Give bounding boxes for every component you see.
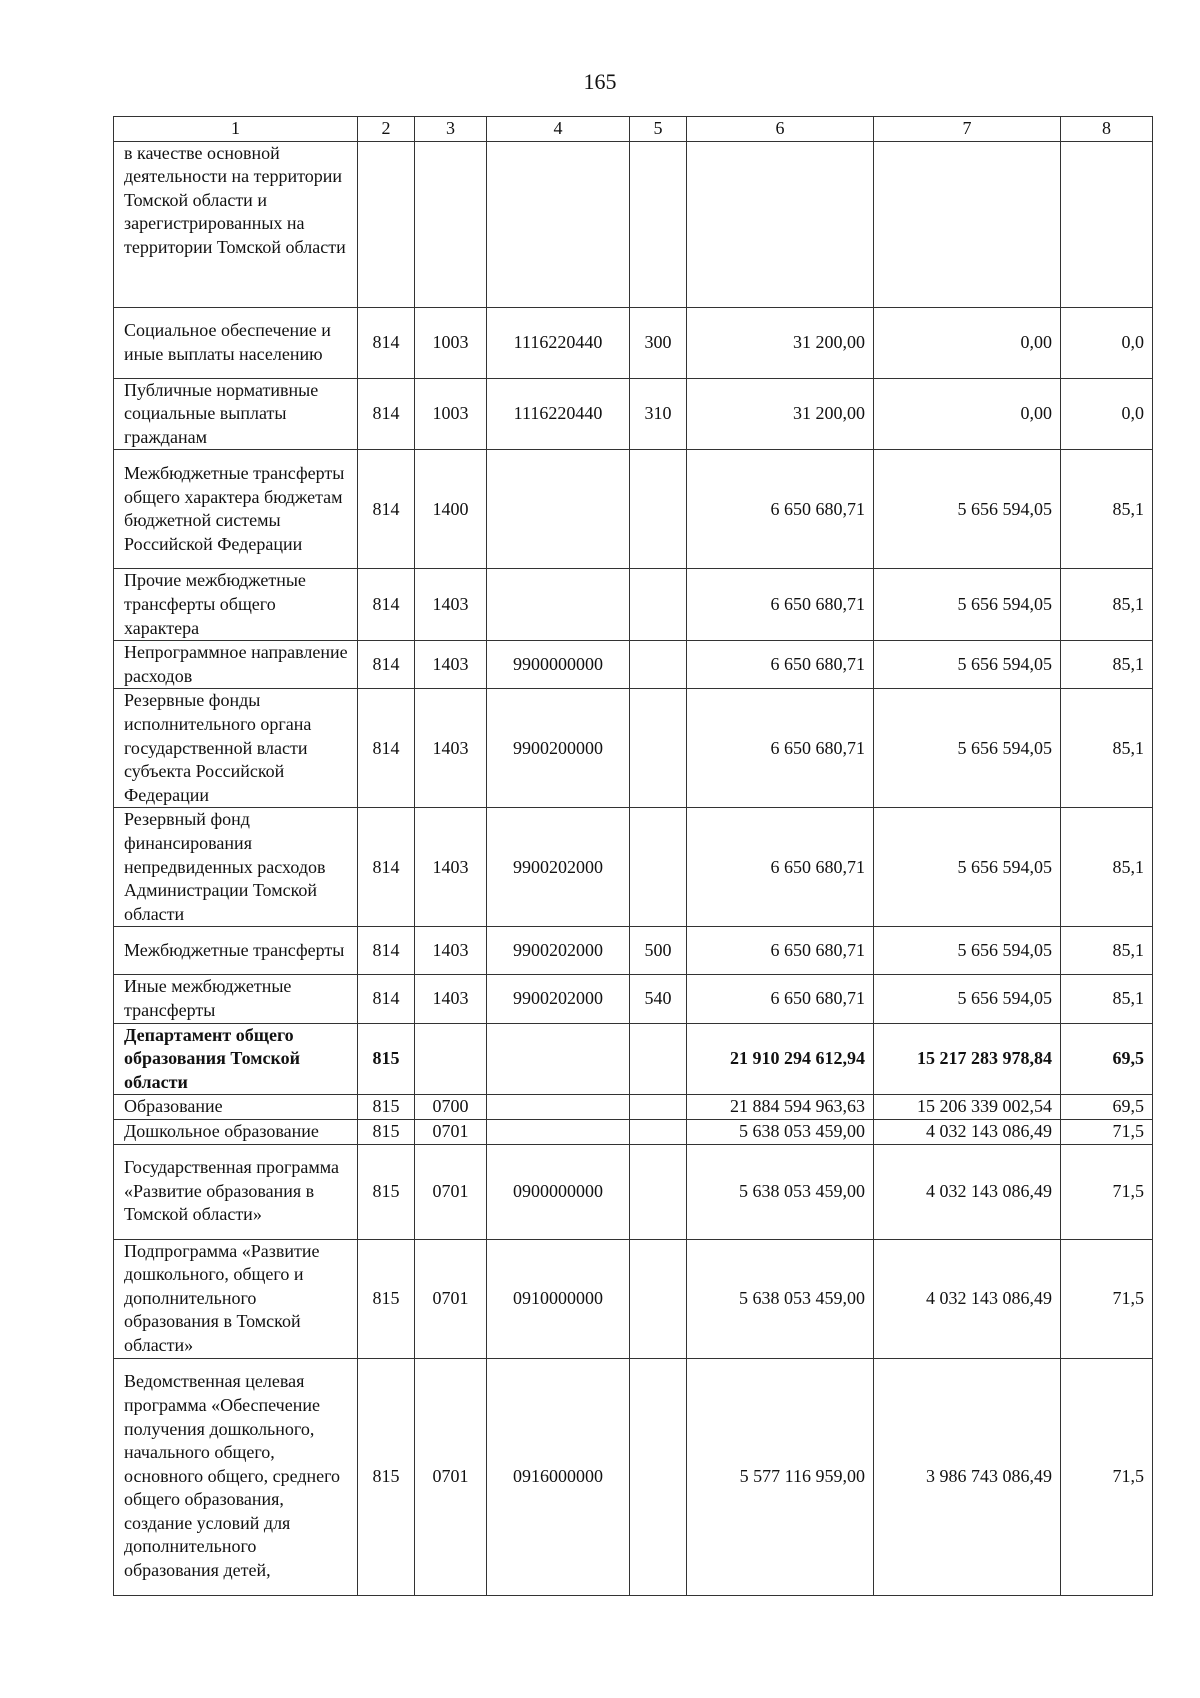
cell-percent: 85,1 [1061, 927, 1153, 975]
table-row [114, 1095, 1153, 1120]
row-name: Межбюджетные трансферты [114, 927, 358, 975]
cell-planned: 5 638 053 459,00 [687, 1239, 874, 1358]
cell-ministry-code: 814 [358, 975, 415, 1023]
cell-percent: 0,0 [1061, 378, 1153, 450]
cell-section-code: 1403 [415, 641, 487, 689]
cell-section-code: 0701 [415, 1144, 487, 1239]
cell-percent: 0,0 [1061, 307, 1153, 378]
cell-executed: 5 656 594,05 [874, 975, 1061, 1023]
header-col-7: 7 [874, 117, 1061, 142]
cell-expense-type [630, 1358, 687, 1595]
cell-target-code: 9900202000 [487, 975, 630, 1023]
cell-ministry-code: 815 [358, 1119, 415, 1144]
cell-section-code: 0700 [415, 1095, 487, 1120]
cell-section-code: 1403 [415, 975, 487, 1023]
cell-section-code: 1403 [415, 569, 487, 641]
cell-expense-type: 540 [630, 975, 687, 1023]
cell-section-code: 1403 [415, 927, 487, 975]
cell-section-code: 0701 [415, 1119, 487, 1144]
row-name: Подпрограмма «Развитие дошкольного, общего и дополнительного образования в Томской области» [114, 1239, 358, 1358]
cell-section-code: 0701 [415, 1358, 487, 1595]
cell-section-code: 1403 [415, 689, 487, 808]
cell-ministry-code: 814 [358, 569, 415, 641]
cell-target-code [487, 569, 630, 641]
cell-ministry-code: 814 [358, 641, 415, 689]
cell-section-code [415, 141, 487, 307]
row-name: Социальное обеспечение и иные выплаты населению [114, 307, 358, 378]
row-name: Ведомственная целевая программа «Обеспечение получения дошкольного, начального общего, основного общего, среднего общего образования, создание условий для дополнительного образования детей, [114, 1358, 358, 1595]
cell-expense-type [630, 1144, 687, 1239]
cell-executed: 4 032 143 086,49 [874, 1119, 1061, 1144]
cell-target-code [487, 1095, 630, 1120]
cell-executed: 4 032 143 086,49 [874, 1239, 1061, 1358]
cell-planned: 21 910 294 612,94 [687, 1023, 874, 1095]
cell-expense-type: 310 [630, 378, 687, 450]
cell-expense-type: 500 [630, 927, 687, 975]
cell-target-code: 9900000000 [487, 641, 630, 689]
cell-expense-type [630, 450, 687, 569]
cell-expense-type [630, 569, 687, 641]
cell-executed: 3 986 743 086,49 [874, 1358, 1061, 1595]
cell-target-code [487, 1023, 630, 1095]
table-row [114, 689, 1153, 808]
row-name: Дошкольное образование [114, 1119, 358, 1144]
cell-executed: 5 656 594,05 [874, 641, 1061, 689]
row-name: в качестве основной деятельности на территории Томской области и зарегистрированных на территории Томской области [114, 141, 358, 307]
cell-ministry-code: 814 [358, 689, 415, 808]
table-row [114, 975, 1153, 1023]
cell-target-code [487, 141, 630, 307]
cell-planned: 5 577 116 959,00 [687, 1358, 874, 1595]
cell-percent: 85,1 [1061, 975, 1153, 1023]
cell-planned: 31 200,00 [687, 378, 874, 450]
cell-percent: 69,5 [1061, 1023, 1153, 1095]
header-col-2: 2 [358, 117, 415, 142]
cell-planned: 6 650 680,71 [687, 808, 874, 927]
cell-expense-type [630, 1119, 687, 1144]
header-col-3: 3 [415, 117, 487, 142]
row-name: Государственная программа «Развитие образования в Томской области» [114, 1144, 358, 1239]
cell-expense-type [630, 1095, 687, 1120]
cell-section-code: 1400 [415, 450, 487, 569]
row-name: Прочие межбюджетные трансферты общего характера [114, 569, 358, 641]
cell-expense-type [630, 641, 687, 689]
cell-expense-type [630, 141, 687, 307]
cell-target-code: 0900000000 [487, 1144, 630, 1239]
cell-target-code: 1116220440 [487, 378, 630, 450]
row-name: Резервный фонд финансирования непредвиденных расходов Администрации Томской области [114, 808, 358, 927]
cell-planned: 21 884 594 963,63 [687, 1095, 874, 1120]
row-name: Образование [114, 1095, 358, 1120]
cell-target-code [487, 450, 630, 569]
row-name: Публичные нормативные социальные выплаты гражданам [114, 378, 358, 450]
table-row [114, 641, 1153, 689]
cell-percent [1061, 141, 1153, 307]
cell-planned: 6 650 680,71 [687, 641, 874, 689]
cell-executed: 15 217 283 978,84 [874, 1023, 1061, 1095]
cell-percent: 71,5 [1061, 1239, 1153, 1358]
cell-expense-type [630, 1239, 687, 1358]
cell-expense-type [630, 808, 687, 927]
cell-ministry-code: 814 [358, 378, 415, 450]
cell-section-code: 1003 [415, 378, 487, 450]
table-row [114, 927, 1153, 975]
cell-planned: 5 638 053 459,00 [687, 1144, 874, 1239]
row-name: Резервные фонды исполнительного органа государственной власти субъекта Российской Федерации [114, 689, 358, 808]
cell-ministry-code: 815 [358, 1095, 415, 1120]
cell-target-code: 9900200000 [487, 689, 630, 808]
cell-percent: 85,1 [1061, 450, 1153, 569]
cell-percent: 85,1 [1061, 569, 1153, 641]
cell-ministry-code: 814 [358, 808, 415, 927]
table-row [114, 808, 1153, 927]
row-name: Департамент общего образования Томской области [114, 1023, 358, 1095]
cell-executed: 5 656 594,05 [874, 569, 1061, 641]
cell-target-code [487, 1119, 630, 1144]
cell-ministry-code: 815 [358, 1023, 415, 1095]
header-col-8: 8 [1061, 117, 1153, 142]
cell-planned [687, 141, 874, 307]
cell-percent: 85,1 [1061, 808, 1153, 927]
cell-expense-type [630, 689, 687, 808]
cell-executed [874, 141, 1061, 307]
table-row-department [114, 1023, 1153, 1095]
cell-executed: 5 656 594,05 [874, 689, 1061, 808]
row-name: Иные межбюджетные трансферты [114, 975, 358, 1023]
cell-executed: 0,00 [874, 307, 1061, 378]
cell-section-code: 1003 [415, 307, 487, 378]
cell-planned: 6 650 680,71 [687, 450, 874, 569]
table-row [114, 307, 1153, 378]
cell-executed: 5 656 594,05 [874, 450, 1061, 569]
cell-percent: 69,5 [1061, 1095, 1153, 1120]
cell-expense-type [630, 1023, 687, 1095]
cell-executed: 5 656 594,05 [874, 927, 1061, 975]
cell-target-code: 9900202000 [487, 927, 630, 975]
table-row [114, 450, 1153, 569]
cell-ministry-code: 814 [358, 307, 415, 378]
cell-percent: 71,5 [1061, 1119, 1153, 1144]
cell-target-code: 1116220440 [487, 307, 630, 378]
cell-percent: 85,1 [1061, 641, 1153, 689]
cell-planned: 31 200,00 [687, 307, 874, 378]
cell-ministry-code: 814 [358, 450, 415, 569]
table-row [114, 141, 1153, 307]
cell-target-code: 9900202000 [487, 808, 630, 927]
cell-percent: 71,5 [1061, 1144, 1153, 1239]
table-row [114, 1239, 1153, 1358]
cell-executed: 15 206 339 002,54 [874, 1095, 1061, 1120]
cell-ministry-code: 815 [358, 1144, 415, 1239]
cell-target-code: 0910000000 [487, 1239, 630, 1358]
cell-ministry-code [358, 141, 415, 307]
cell-section-code: 1403 [415, 808, 487, 927]
cell-executed: 5 656 594,05 [874, 808, 1061, 927]
table-row [114, 378, 1153, 450]
cell-planned: 5 638 053 459,00 [687, 1119, 874, 1144]
cell-ministry-code: 815 [358, 1358, 415, 1595]
table-row [114, 1144, 1153, 1239]
cell-target-code: 0916000000 [487, 1358, 630, 1595]
cell-planned: 6 650 680,71 [687, 975, 874, 1023]
cell-planned: 6 650 680,71 [687, 689, 874, 808]
header-col-6: 6 [687, 117, 874, 142]
cell-percent: 85,1 [1061, 689, 1153, 808]
table-header-row [114, 117, 1153, 142]
header-col-1: 1 [114, 117, 358, 142]
cell-executed: 0,00 [874, 378, 1061, 450]
header-col-4: 4 [487, 117, 630, 142]
cell-percent: 71,5 [1061, 1358, 1153, 1595]
page-number: 165 [583, 69, 617, 94]
budget-table [113, 116, 1153, 1596]
row-name: Межбюджетные трансферты общего характера бюджетам бюджетной системы Российской Федерации [114, 450, 358, 569]
cell-ministry-code: 814 [358, 927, 415, 975]
cell-section-code [415, 1023, 487, 1095]
cell-planned: 6 650 680,71 [687, 927, 874, 975]
cell-section-code: 0701 [415, 1239, 487, 1358]
table-row [114, 1358, 1153, 1595]
table-row [114, 1119, 1153, 1144]
header-col-5: 5 [630, 117, 687, 142]
row-name: Непрограммное направление расходов [114, 641, 358, 689]
cell-planned: 6 650 680,71 [687, 569, 874, 641]
table-row [114, 569, 1153, 641]
cell-executed: 4 032 143 086,49 [874, 1144, 1061, 1239]
cell-expense-type: 300 [630, 307, 687, 378]
cell-ministry-code: 815 [358, 1239, 415, 1358]
